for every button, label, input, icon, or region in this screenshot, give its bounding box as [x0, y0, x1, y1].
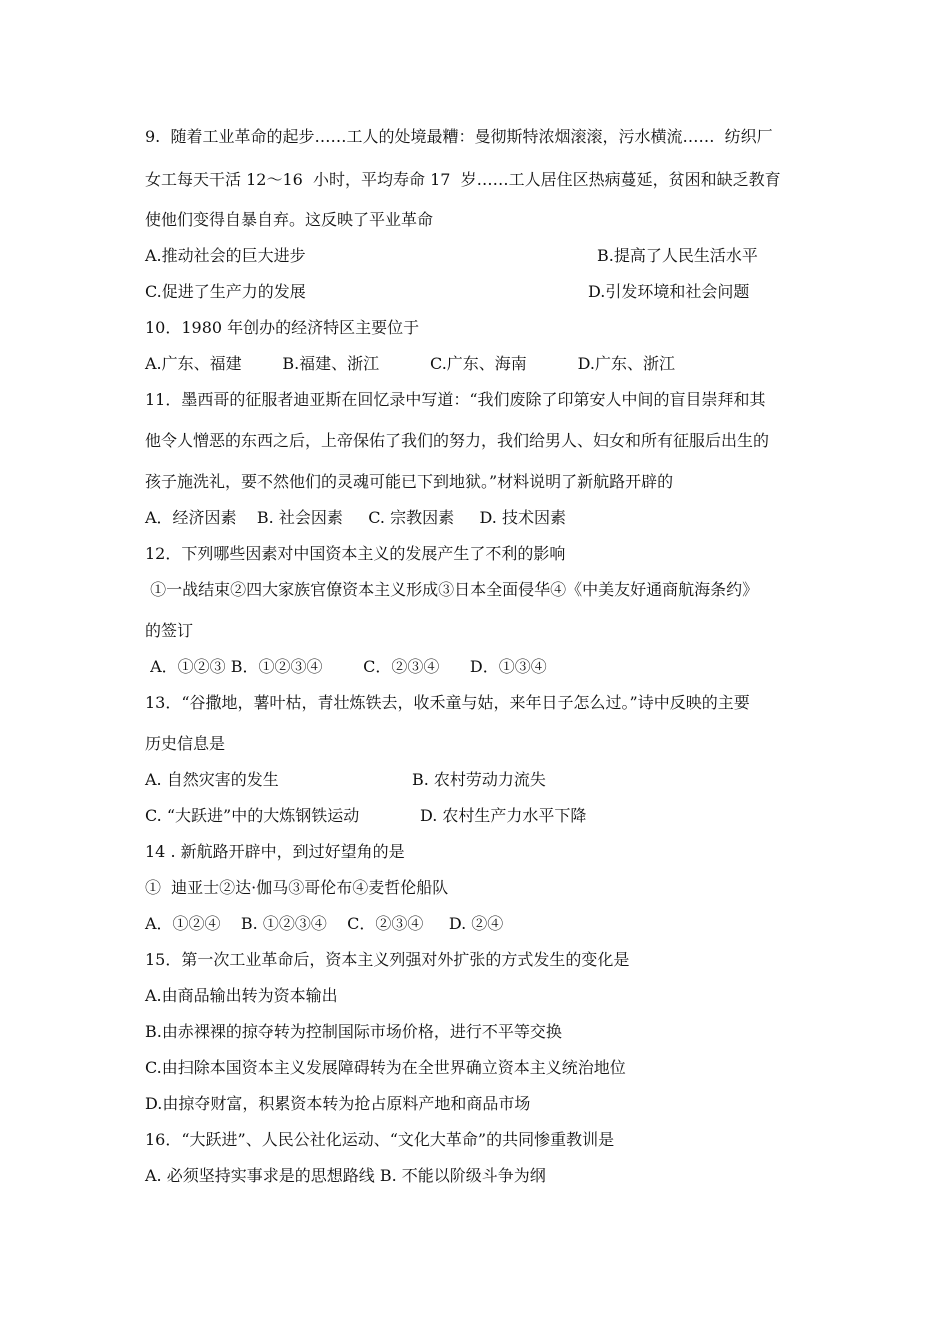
- q13-option-b: B. 农村劳动力流失: [412, 770, 546, 789]
- q9-option-c: C.促进了生产力的发展: [145, 282, 306, 301]
- q9-stem-line-3: 使他们变得自暴自弃。这反映了平业革命: [145, 210, 434, 229]
- q14-items: ① 迪亚士②达·伽马③哥伦布④麦哲伦船队: [145, 878, 449, 897]
- q10-options: A.广东、福建 B.福建、浙江 C.广东、海南 D.广东、浙江: [145, 354, 675, 373]
- q11-options: A．经济因素 B. 社会因素 C. 宗教因素 D. 技术因素: [145, 508, 566, 527]
- q11-stem-line-2: 他令人憎恶的东西之后，上帝保佑了我们的努力，我们给男人、妇女和所有征服后出生的: [145, 431, 770, 450]
- q15-stem: 15．第一次工业革命后，资本主义列强对外扩张的方式发生的变化是: [145, 950, 630, 969]
- q10-stem: 10．1980 年创办的经济特区主要位于: [145, 318, 420, 337]
- q13-option-a: A. 自然灾害的发生: [145, 770, 279, 789]
- q9-stem-line-1: 9. 随着工业革命的起步……工人的处境最糟：曼彻斯特浓烟滚滚，污水横流…… 纺织厂: [145, 127, 773, 146]
- q9-option-d: D.引发环境和社会问题: [588, 282, 750, 301]
- q13-stem-line-1: 13．“谷撒地，薯叶枯，青壮炼铁去，收禾童与姑，来年日子怎么过。”诗中反映的主要: [145, 693, 750, 712]
- q12-stem: 12．下列哪些因素对中国资本主义的发展产生了不利的影响: [145, 544, 566, 563]
- q13-stem-line-2: 历史信息是: [145, 734, 226, 753]
- q12-items-line-1: ①一战结束②四大家族官僚资本主义形成③日本全面侵华④《中美友好通商航海条约》: [145, 580, 759, 599]
- q15-option-c: C.由扫除本国资本主义发展障碍转为在全世界确立资本主义统治地位: [145, 1058, 626, 1077]
- q15-option-b: B.由赤裸裸的掠夺转为控制国际市场价格，进行不平等交换: [145, 1022, 562, 1041]
- q9-option-b: B.提高了人民生活水平: [597, 246, 758, 265]
- q14-stem: 14 . 新航路开辟中，到过好望角的是: [145, 842, 405, 861]
- q11-stem-line-3: 孩子施洗礼，要不然他们的灵魂可能已下到地狱。”材料说明了新航路开辟的: [145, 472, 674, 491]
- q12-items-line-2: 的签订: [145, 621, 194, 640]
- q11-stem-line-1: 11．墨西哥的征服者迪亚斯在回忆录中写道：“我们废除了印第安人中间的盲目崇拜和其: [145, 390, 766, 409]
- q14-options: A．①②④ B. ①②③④ C．②③④ D. ②④: [145, 914, 504, 933]
- q16-stem: 16．“大跃进”、人民公社化运动、“文化大革命”的共同惨重教训是: [145, 1130, 615, 1149]
- q16-options: A. 必须坚持实事求是的思想路线 B. 不能以阶级斗争为纲: [145, 1166, 546, 1185]
- q13-option-d: D. 农村生产力水平下降: [420, 806, 587, 825]
- q9-option-a: A.推动社会的巨大进步: [145, 246, 306, 265]
- q15-option-a: A.由商品输出转为资本输出: [145, 986, 338, 1005]
- q12-options: A．①②③ B．①②③④ C．②③④ D．①③④: [145, 657, 547, 676]
- q9-stem-line-2: 女工每天干活 12～16 小时，平均寿命 17 岁……工人居住区热病蔓延，贫困和缺乏教育: [145, 170, 781, 189]
- q15-option-d: D.由掠夺财富，积累资本转为抢占原料产地和商品市场: [145, 1094, 531, 1113]
- q13-option-c: C. “大跃进”中的大炼钢铁运动: [145, 806, 360, 825]
